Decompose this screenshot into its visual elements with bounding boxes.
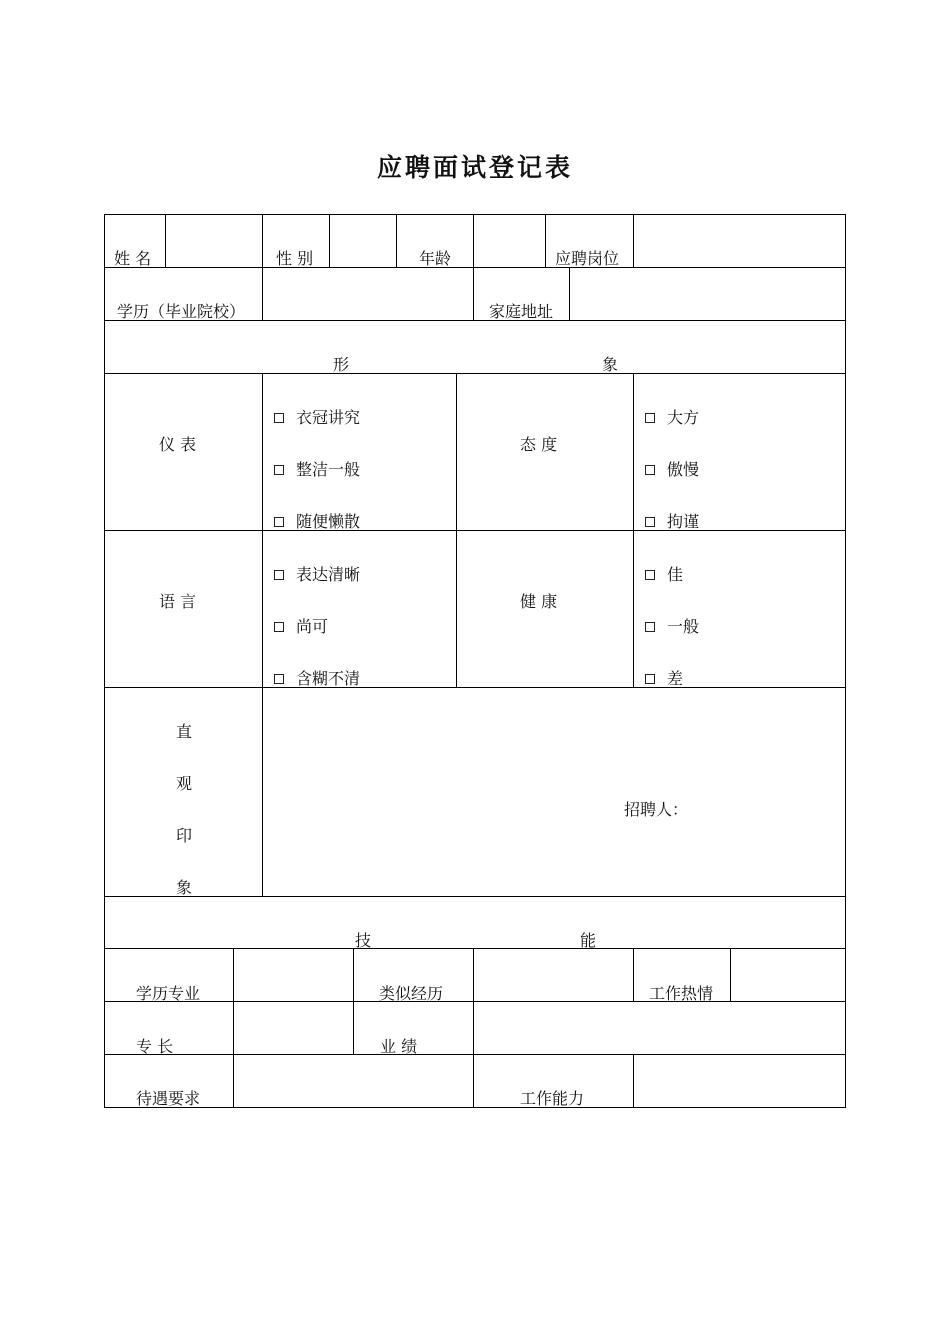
attitude-label: 态 度: [520, 435, 558, 454]
age-label: 年龄: [419, 249, 452, 268]
form-title: 应聘面试登记表: [376, 153, 573, 182]
achievement-field[interactable]: [474, 1002, 845, 1054]
health-option-1[interactable]: 佳: [645, 566, 683, 584]
experience-field[interactable]: [474, 949, 633, 1001]
health-label: 健 康: [520, 592, 558, 611]
experience-label: 类似经历: [379, 984, 444, 1003]
position-field[interactable]: [634, 215, 845, 267]
checkbox-icon[interactable]: [274, 674, 284, 684]
major-field[interactable]: [234, 949, 353, 1001]
impression-char-1: 直: [176, 722, 193, 741]
ability-field[interactable]: [634, 1055, 845, 1107]
attitude-option-3[interactable]: 拘谨: [645, 513, 699, 531]
section-image-right: 象: [602, 355, 619, 374]
impression-char-3: 印: [176, 826, 193, 845]
language-label: 语 言: [159, 592, 197, 611]
enthusiasm-field[interactable]: [731, 949, 845, 1001]
name-field[interactable]: [166, 215, 262, 267]
ability-label: 工作能力: [520, 1089, 585, 1108]
section-skill-right: 能: [580, 931, 597, 950]
checkbox-icon[interactable]: [274, 622, 284, 632]
attitude-option-1[interactable]: 大方: [645, 409, 699, 427]
recruiter-label: 招聘人：: [624, 800, 689, 819]
achievement-label: 业 绩: [380, 1037, 418, 1056]
age-field[interactable]: [474, 215, 545, 267]
appearance-option-3[interactable]: 随便懒散: [274, 513, 360, 531]
gender-field[interactable]: [330, 215, 396, 267]
language-option-2[interactable]: 尚可: [274, 618, 328, 636]
appearance-label: 仪 表: [159, 435, 197, 454]
salary-label: 待遇要求: [136, 1089, 201, 1108]
gender-label: 性 别: [276, 249, 314, 268]
section-image-left: 形: [333, 355, 350, 374]
education-label: 学历（毕业院校）: [117, 302, 246, 321]
address-field[interactable]: [570, 268, 845, 320]
salary-field[interactable]: [234, 1055, 473, 1107]
checkbox-icon[interactable]: [274, 413, 284, 423]
position-label: 应聘岗位: [555, 249, 620, 268]
impression-char-2: 观: [176, 774, 193, 793]
language-option-1[interactable]: 表达清晰: [274, 566, 360, 584]
checkbox-icon[interactable]: [645, 570, 655, 580]
checkbox-icon[interactable]: [274, 517, 284, 527]
attitude-option-2[interactable]: 傲慢: [645, 461, 699, 479]
checkbox-icon[interactable]: [645, 465, 655, 475]
health-option-3[interactable]: 差: [645, 670, 683, 688]
enthusiasm-label: 工作热情: [649, 984, 714, 1003]
specialty-label: 专 长: [136, 1037, 174, 1056]
checkbox-icon[interactable]: [645, 674, 655, 684]
health-option-2[interactable]: 一般: [645, 618, 699, 636]
checkbox-icon[interactable]: [274, 465, 284, 475]
impression-field[interactable]: [263, 688, 845, 896]
checkbox-icon[interactable]: [645, 413, 655, 423]
address-label: 家庭地址: [489, 302, 554, 321]
specialty-field[interactable]: [234, 1002, 353, 1054]
checkbox-icon[interactable]: [645, 622, 655, 632]
language-option-3[interactable]: 含糊不清: [274, 670, 360, 688]
major-label: 学历专业: [136, 984, 201, 1003]
education-field[interactable]: [263, 268, 473, 320]
impression-char-4: 象: [176, 878, 193, 897]
checkbox-icon[interactable]: [645, 517, 655, 527]
name-label: 姓 名: [114, 249, 152, 268]
checkbox-icon[interactable]: [274, 570, 284, 580]
appearance-option-1[interactable]: 衣冠讲究: [274, 409, 360, 427]
section-skill-left: 技: [355, 931, 372, 950]
appearance-option-2[interactable]: 整洁一般: [274, 461, 360, 479]
